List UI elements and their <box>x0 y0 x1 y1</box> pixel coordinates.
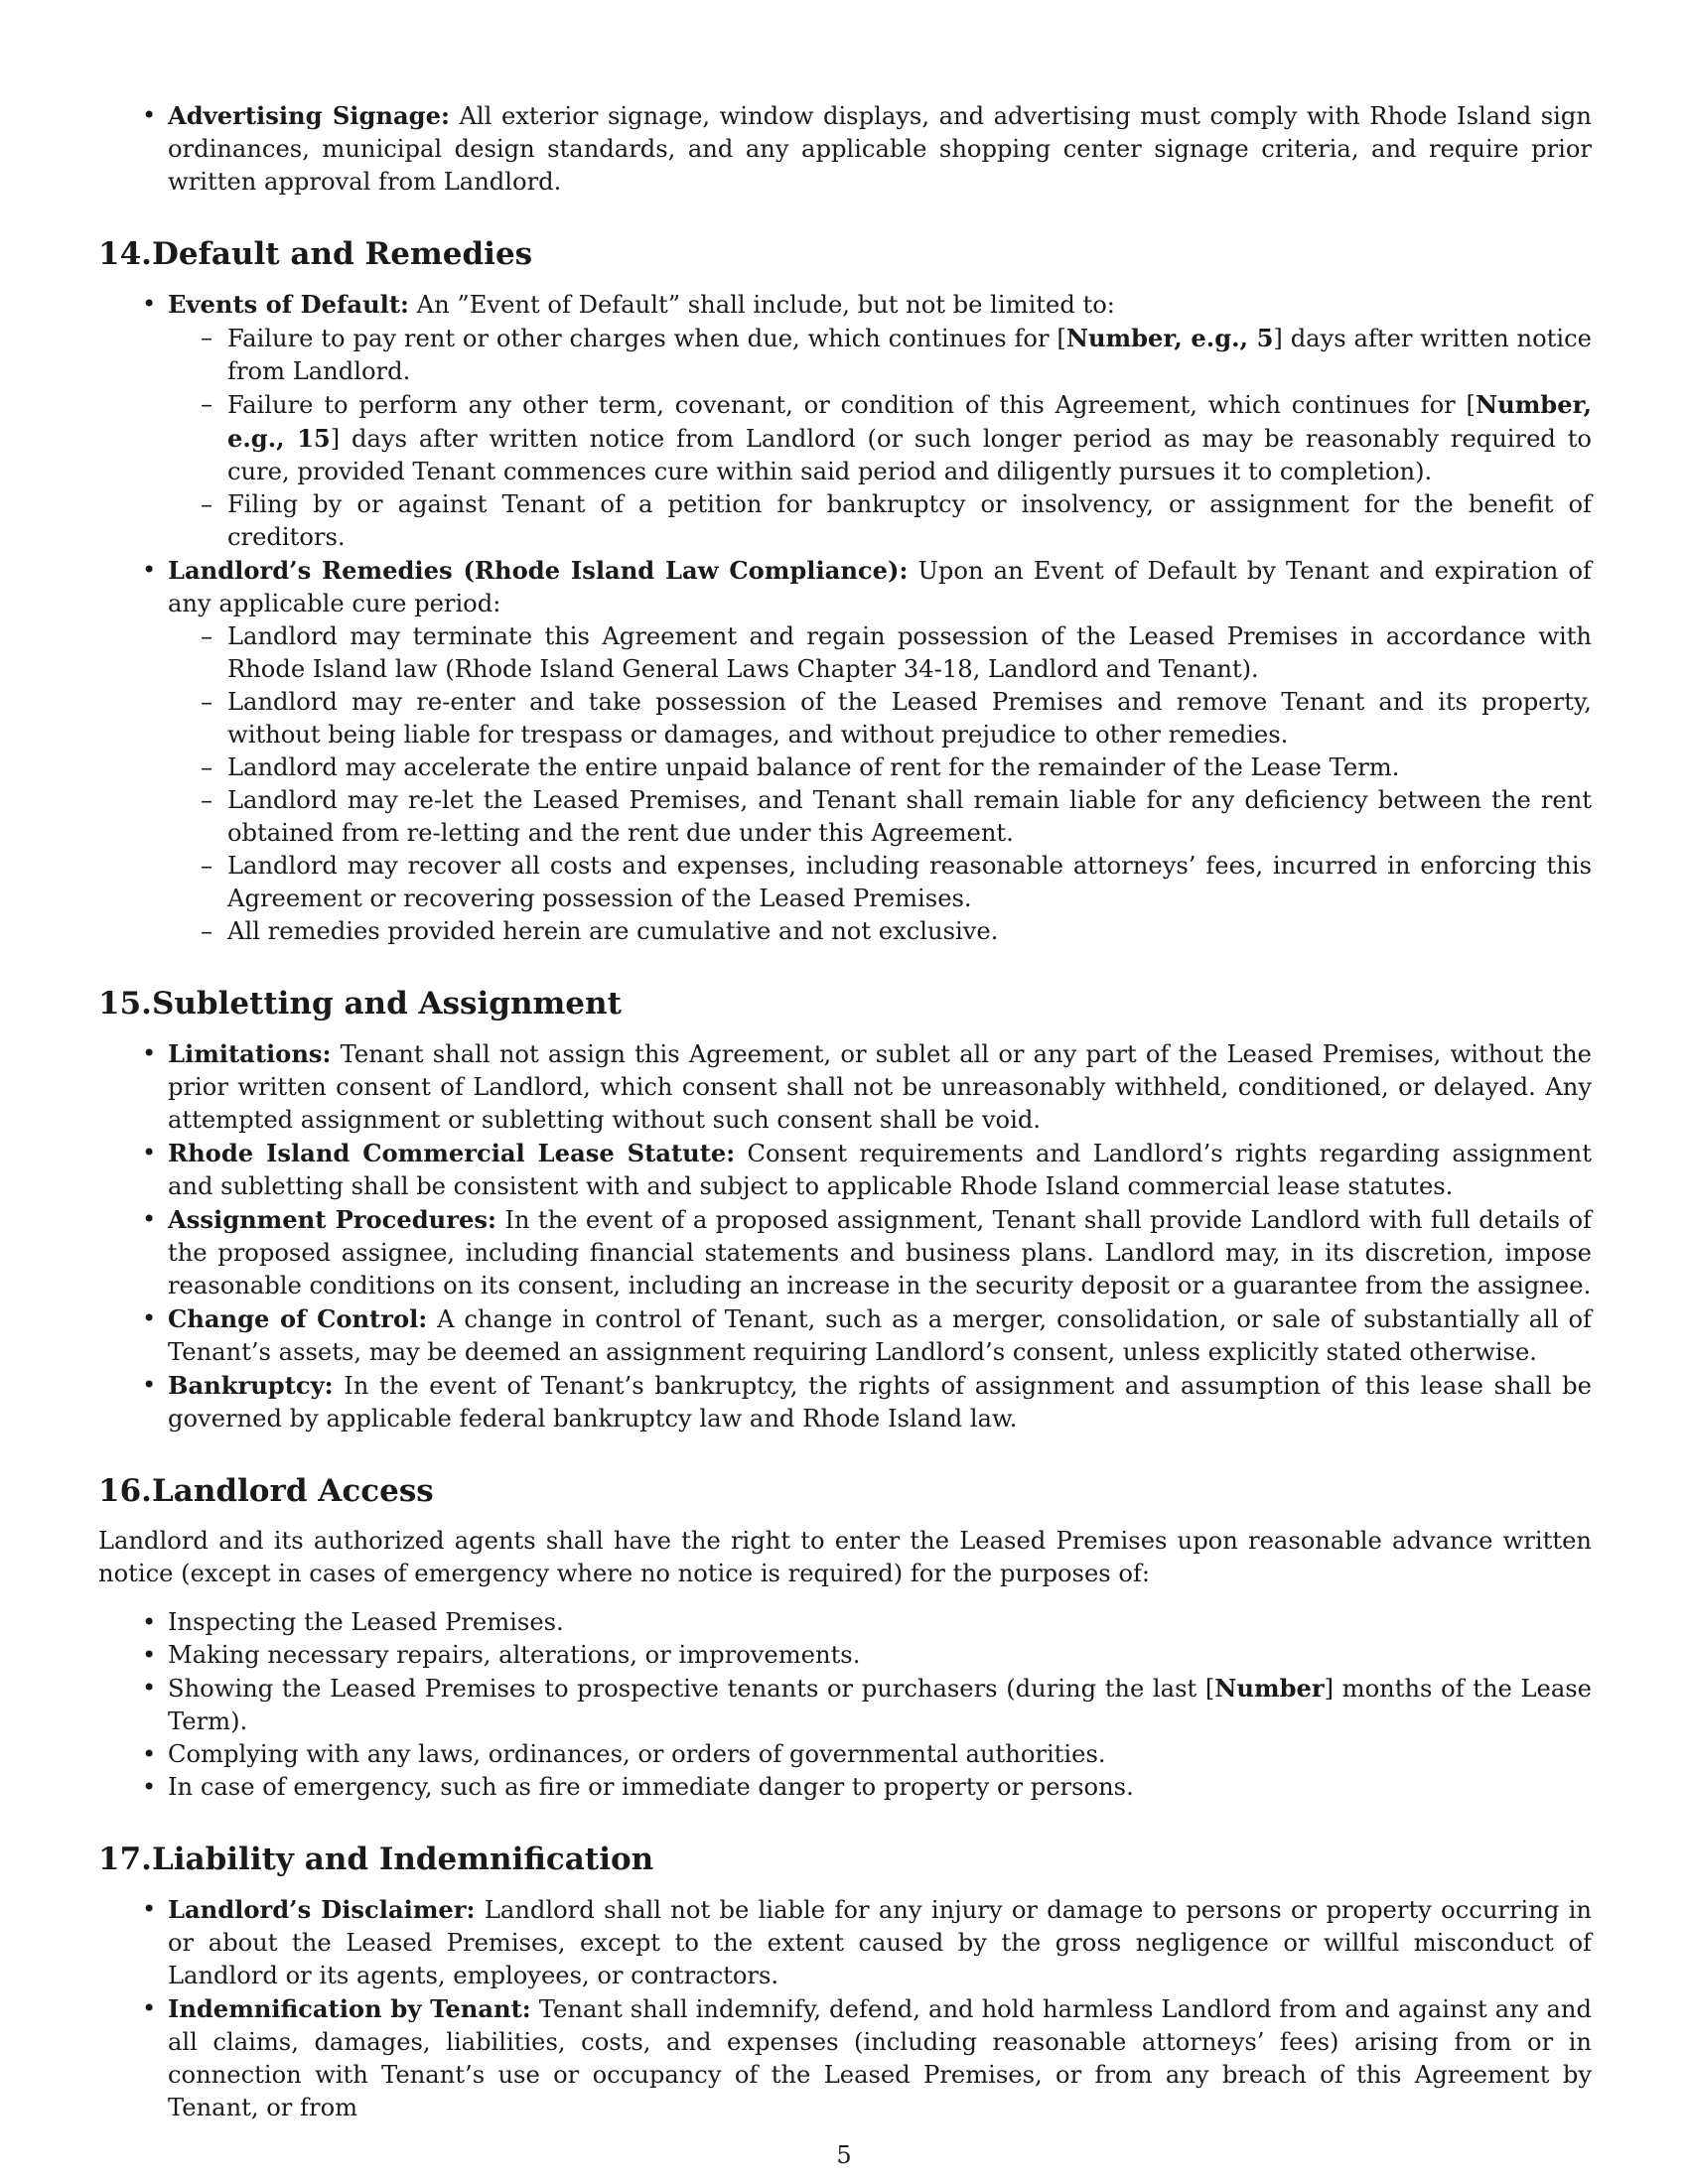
continued-list <box>98 99 1592 199</box>
section-intro: Landlord and its authorized agents shall have the right to enter the Leased Premises upon reasonable advance written notice (except in cases of emergency where no notice is required) for the purposes of: <box>98 1527 1592 1587</box>
section-title: Default and Remedies <box>151 236 533 272</box>
section-title: Liability and Indemnification <box>151 1842 654 1877</box>
section-17-list <box>98 1893 1592 2124</box>
bullet: • <box>142 1994 157 2022</box>
item-text: In case of emergency, such as fire or immediate danger to property or persons. <box>168 1773 1134 1801</box>
list-item <box>98 1037 1592 1137</box>
term: Landlord’s Remedies (Rhode Island Law Compliance): <box>168 556 909 585</box>
bullet: • <box>142 1773 157 1801</box>
list-item <box>98 1738 1592 1771</box>
bullet: • <box>142 1371 157 1399</box>
list-item <box>98 1203 1592 1302</box>
term: Advertising Signage: <box>168 101 450 130</box>
bullet: • <box>142 290 157 318</box>
sub-item: – Failure to pay rent or other charges when due, which continues for [Number, e.g., 5] days after written notice from Landlord. <box>168 322 1592 388</box>
list-item <box>98 1369 1592 1435</box>
section-heading-14 <box>98 234 1592 274</box>
term: Indemnification by Tenant: <box>168 1994 531 2023</box>
bullet: • <box>142 1304 157 1332</box>
placeholder-field: Number, e.g., 15 <box>227 390 1592 453</box>
section-heading-17 <box>98 1840 1592 1879</box>
term: Landlord’s Disclaimer: <box>168 1895 476 1924</box>
bullet: • <box>142 1608 157 1636</box>
section-title: Landlord Access <box>151 1473 434 1509</box>
dash: – <box>200 917 213 945</box>
list-item <box>98 1771 1592 1804</box>
sub-item: – Landlord may recover all costs and expenses, including reasonable attorneys’ fees, incurred in enforcing this Agreement or recovering possession of the Leased Premises. <box>168 850 1592 915</box>
bullet: • <box>142 101 157 129</box>
remedies-sublist <box>168 620 1592 948</box>
dash: – <box>200 753 213 781</box>
section-number: 16. <box>98 1473 152 1509</box>
item-text: Upon an Event of Default by Tenant and expiration of any applicable cure period: <box>168 557 1592 617</box>
dash: – <box>200 622 213 650</box>
sub-item: – Landlord may re-enter and take possession of the Leased Premises and remove Tenant and its property, without being liable for trespass or damages, and without prejudice to other remedies. <box>168 686 1592 751</box>
item-text: Tenant shall indemnify, defend, and hold harmless Landlord from and against any and all claims, damages, liabilities, costs, and expenses (including reasonable attorneys’ fees) arising from or in connection with Tenant’s use or occupancy of the Leased Premises, or from any breach of this Agreement by Tenant, or from <box>168 1995 1592 2121</box>
dash: – <box>200 490 213 518</box>
section-14-list <box>98 288 1592 948</box>
list-item <box>98 1639 1592 1672</box>
list-item-landlord-remedies <box>98 554 1592 948</box>
section-number: 15. <box>98 986 152 1022</box>
list-item <box>98 1302 1592 1369</box>
term: Bankruptcy: <box>168 1371 334 1400</box>
page-number: 5 <box>836 2141 852 2169</box>
section-16-list <box>98 1606 1592 1804</box>
term: Change of Control: <box>168 1304 428 1333</box>
item-text: Landlord shall not be liable for any injury or damage to persons or property occurring in or about the Leased Premises, except to the extent caused by the gross negligence or willful misconduct of Landlord or its agents, employees, or contractors. <box>168 1896 1592 1989</box>
dash: – <box>200 390 213 418</box>
term: Assignment Procedures: <box>168 1205 496 1234</box>
section-heading-15 <box>98 984 1592 1024</box>
dash: – <box>200 852 213 880</box>
bullet: • <box>142 1205 157 1233</box>
bullet: • <box>142 1740 157 1768</box>
sub-item: – All remedies provided herein are cumulative and not exclusive. <box>168 915 1592 948</box>
dash: – <box>200 324 213 351</box>
list-item <box>98 1992 1592 2124</box>
bullet: • <box>142 556 157 584</box>
item-text: Making necessary repairs, alterations, or improvements. <box>168 1641 861 1669</box>
item-text: All exterior signage, window displays, and advertising must comply with Rhode Island sign ordinances, municipal design standards, and any applicable shopping center signage criteria, and require prior written approval from Landlord. <box>168 102 1592 196</box>
item-text: A change in control of Tenant, such as a merger, consolidation, or sale of substantially all of Tenant’s assets, may be deemed an assignment requiring Landlord’s consent, unless explicitly stated otherwise. <box>168 1305 1592 1366</box>
sub-item: – Landlord may accelerate the entire unpaid balance of rent for the remainder of the Lease Term. <box>168 751 1592 784</box>
item-text: Consent requirements and Landlord’s rights regarding assignment and subletting shall be consistent with and subject to applicable Rhode Island commercial lease statutes. <box>168 1140 1592 1200</box>
sub-item: – Filing by or against Tenant of a petition for bankruptcy or insolvency, or assignment for the benefit of creditors. <box>168 488 1592 554</box>
section-number: 17. <box>98 1842 152 1877</box>
section-heading-16 <box>98 1471 1592 1511</box>
bullet: • <box>142 1674 157 1702</box>
bullet: • <box>142 1039 157 1067</box>
bullet: • <box>142 1641 157 1669</box>
item-text: In the event of a proposed assignment, Tenant shall provide Landlord with full details of the proposed assignee, including financial statements and business plans. Landlord may, in its discretion, impose reasonable conditions on its consent, including an increase in the security deposit or a guarantee from the assignee. <box>168 1206 1592 1299</box>
dash: – <box>200 786 213 814</box>
placeholder-field: Number <box>1214 1674 1325 1703</box>
section-number: 14. <box>98 236 152 272</box>
bullet: • <box>142 1895 157 1923</box>
term: Limitations: <box>168 1039 332 1068</box>
list-item <box>98 1893 1592 1992</box>
item-text: In the event of Tenant’s bankruptcy, the rights of assignment and assumption of this lease shall be governed by applicable federal bankruptcy law and Rhode Island law. <box>168 1372 1592 1433</box>
bullet: • <box>142 1139 157 1166</box>
sub-item: – Landlord may terminate this Agreement and regain possession of the Leased Premises in accordance with Rhode Island law (Rhode Island General Laws Chapter 34-18, Landlord and Tenant). <box>168 620 1592 686</box>
list-item <box>98 1137 1592 1203</box>
sub-item: – Landlord may re-let the Leased Premises, and Tenant shall remain liable for any deficiency between the rent obtained from re-letting and the rent due under this Agreement. <box>168 784 1592 850</box>
item-text: Complying with any laws, ordinances, or orders of governmental authorities. <box>168 1740 1106 1768</box>
placeholder-field: Number, e.g., 5 <box>1065 324 1274 352</box>
sub-item: – Failure to perform any other term, covenant, or condition of this Agreement, which continues for [Number, e.g., 15] days after written notice from Landlord (or such longer period as may be reasonably required to cure, provided Tenant commences cure within said period and diligently pursues it to completion). <box>168 388 1592 488</box>
section-title: Subletting and Assignment <box>151 986 622 1022</box>
list-item-events-of-default <box>98 288 1592 554</box>
item-text: Inspecting the Leased Premises. <box>168 1608 564 1636</box>
list-item <box>98 1606 1592 1639</box>
section-15-list <box>98 1037 1592 1435</box>
document-body <box>98 99 1592 2124</box>
term: Rhode Island Commercial Lease Statute: <box>168 1139 736 1167</box>
term: Events of Default: <box>168 290 409 319</box>
events-sublist <box>168 322 1592 554</box>
item-text: An ”Event of Default” shall include, but not be limited to: <box>416 291 1115 319</box>
list-item-advertising-signage <box>98 99 1592 199</box>
list-item: • Showing the Leased Premises to prospective tenants or purchasers (during the last [Number] months of the Lease Term). <box>142 1674 1592 1735</box>
item-text: Tenant shall not assign this Agreement, or sublet all or any part of the Leased Premises, without the prior written consent of Landlord, which consent shall not be unreasonably withheld, conditioned, or delayed. Any attempted assignment or subletting without such consent shall be void. <box>168 1040 1592 1134</box>
dash: – <box>200 688 213 716</box>
